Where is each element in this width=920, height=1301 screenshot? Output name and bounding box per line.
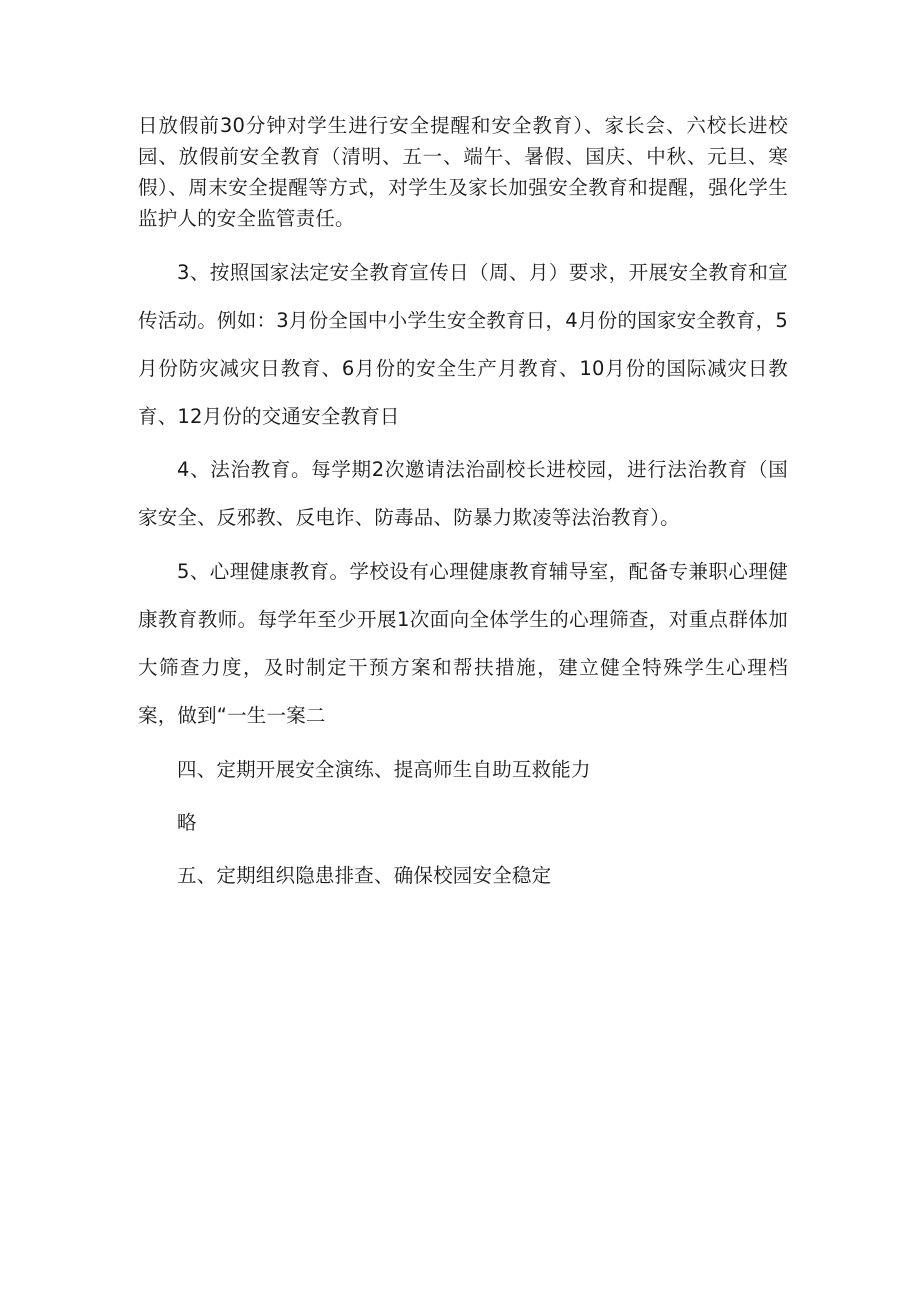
paragraph-item-5: 5、心理健康教育。学校设有心理健康教育辅导室，配备专兼职心理健康教育教师。每学年至少开展1次面向全体学生的心理筛查，对重点群体加大筛查力度，及时制定干预方案和帮扶措施，建立健全特殊学生心理档案，做到“一生一案二 <box>138 560 788 727</box>
section-4-body: 略 <box>177 811 197 834</box>
paragraph-item-4: 4、法治教育。每学期2次邀请法治副校长进校园，进行法治教育（国家安全、反邪教、反电诈、防毒品、防暴力欺凌等法治教育）。 <box>138 458 788 529</box>
section-heading-4: 四、定期开展安全演练、提高师生自助互救能力 <box>177 758 591 781</box>
document-page <box>138 110 788 900</box>
section-heading-5: 五、定期组织隐患排查、确保校园安全稳定 <box>177 864 552 887</box>
paragraph-item-3: 3、按照国家法定安全教育宣传日（周、月）要求，开展安全教育和宣传活动。例如：3月份全国中小学生安全教育日，4月份的国家安全教育，5月份防灾减灾日教育、6月份的安全生产月教育、10月份的国际减灾日教育、12月份的交通安全教育日 <box>138 261 788 428</box>
paragraph-continued: 日放假前30分钟对学生进行安全提醒和安全教育）、家长会、六校长进校园、放假前安全教育（清明、五一、端午、暑假、国庆、中秋、元旦、寒假）、周末安全提醒等方式，对学生及家长加强安全教育和提醒，强化学生监护人的安全监管责任。 <box>138 114 788 230</box>
